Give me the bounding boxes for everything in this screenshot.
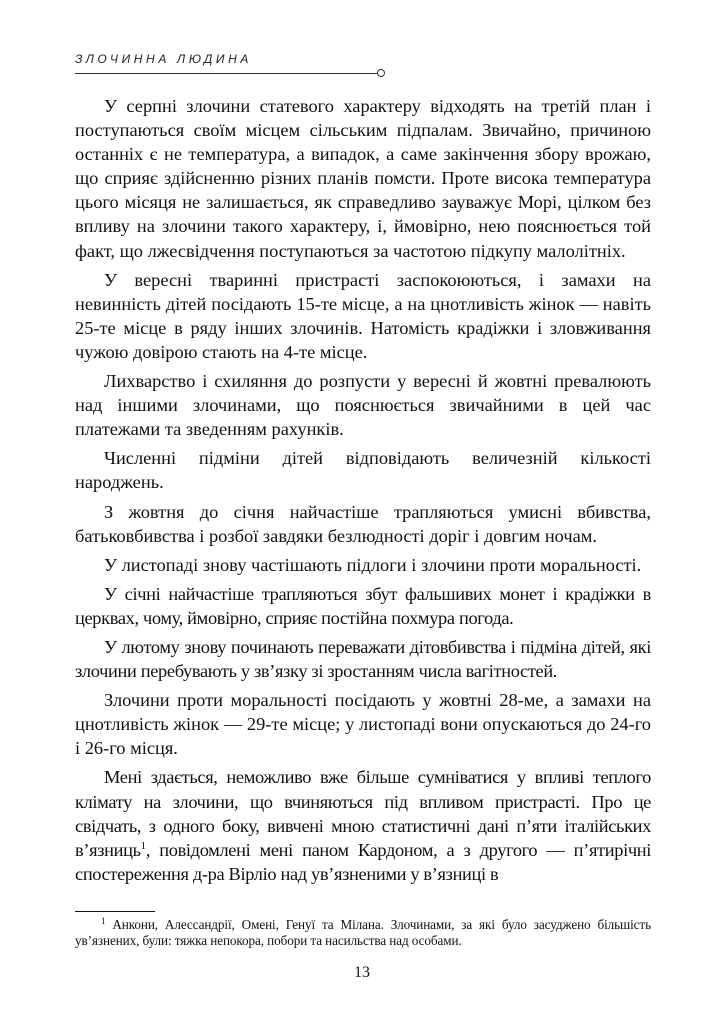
- paragraph: У січні найчастіше трапляються збут фальшивих монет і крадіжки в церквах, чому, ймовірно, сприяє постійна похмура погода.: [75, 583, 651, 628]
- paragraph: Злочини проти моральності посідають у жовтні 28-ме, а замахи на цнотливість жінок — 29-те місце; у листопаді вони опускаються до 24-го і 26-го місця.: [75, 690, 651, 759]
- footnote-mark: 1: [101, 916, 106, 926]
- paragraph: У лютому знову починають переважати дітовбивства і підміна дітей, які злочини перебувають у зв’язку зі зростанням числа вагітностей.: [75, 636, 651, 682]
- paragraph-text-continued: , повідомлені мені паном Кардоном, а з другого — п’ятирічні спостереження д-ра Вірліо над ув’язненими у в’язниці в: [75, 839, 651, 884]
- paragraph: У серпні злочини статевого характеру відходять на третій план і поступаються своїм місцем сільським підпалам. Звичайно, причиною останніх є не температура, а випадок, а саме закінчення збору врожаю, що сприяє здійсненню різних планів помсти. Проте висока температура цього місяця не залишається, як справедливо зауважує Морі, цілком без впливу на злочини такого характеру, і, ймовірно, нею пояснюється той факт, що лжесвідчення поступаються за частотою підкупу малолітніх.: [75, 96, 651, 261]
- header-rule: [75, 73, 378, 74]
- footnote-separator: [75, 911, 155, 912]
- header-circle-ornament: [377, 69, 385, 77]
- footnote-text: Анкони, Алессандрії, Омені, Генуї та Мілана. Злочинами, за які було засуджено більшість ув’язнених, були: тяжка непокора, побори та насильства над особами.: [75, 917, 651, 948]
- running-title: ЗЛОЧИННА ЛЮДИНА: [75, 52, 252, 66]
- body-text: [75, 94, 651, 891]
- paragraph: Численні підміни дітей відповідають величезній кількості народжень.: [75, 448, 651, 493]
- paragraph: З жовтня до січня найчастіше трапляються умисні вбивства, батьковбивства і розбої завдяки безлюдності доріг і довгим ночам.: [75, 501, 651, 546]
- paragraph-with-footnote: [75, 765, 651, 885]
- page-number: 13: [354, 964, 370, 981]
- footnote-reference[interactable]: 1: [140, 839, 146, 852]
- paragraph: Лихварство і схиляння до розпусти у вересні й жовтні превалюють над іншими злочинами, що пояснюється звичайними в цей час платежами та зведенням рахунків.: [75, 371, 651, 440]
- footnote: [75, 917, 651, 949]
- running-header: [75, 52, 395, 82]
- paragraph-text: Мені здається, неможливо вже більше сумніватися у впливі теплого клімату на злочини, що вчиняються під впливом пристрасті. Про це свідчать, з одного боку, вивчені мною статистичні дані п’яти італійських в’язниць: [75, 767, 651, 860]
- paragraph: У листопаді знову частішають підлоги і злочини проти моральності.: [104, 554, 642, 575]
- paragraph: У вересні тваринні пристрасті заспокоюються, і замахи на невинність дітей посідають 15-те місце, а на цнотливість жінок — навіть 25-те місце в ряду інших злочинів. Натомість крадіжки і зловживання чужою довірою стають на 4-те місце.: [75, 269, 651, 362]
